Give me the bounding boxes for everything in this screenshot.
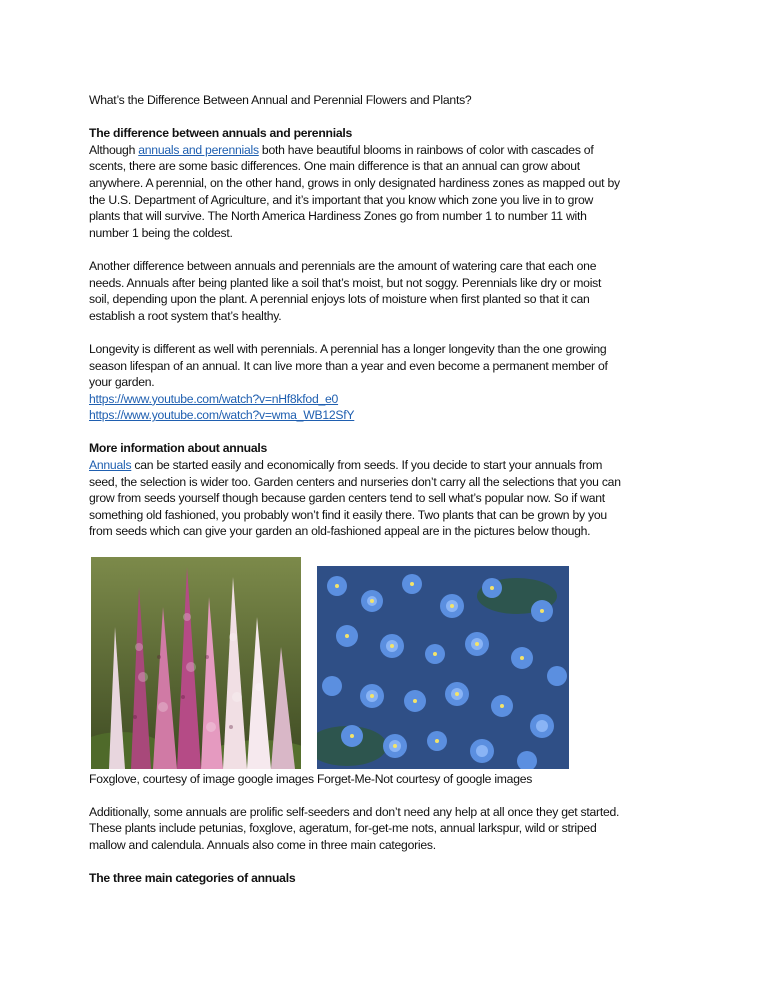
heading-categories: The three main categories of annuals — [89, 871, 296, 886]
text-line: Additionally, some annuals are prolific self-seeders and don’t need any help at all once they get started. — [89, 804, 620, 819]
heading-annuals-info: More information about annuals — [89, 441, 268, 456]
document-title: What’s the Difference Between Annual and Perennial Flowers and Plants? — [89, 93, 472, 107]
text-line: mallow and calendula. Annuals also come in three main categories. — [89, 838, 436, 852]
text-line: Another difference between annuals and perennials are the amount of watering care that each one — [89, 258, 597, 273]
heading-difference: The difference between annuals and perennials — [89, 126, 353, 141]
text-line: These plants include petunias, foxglove, ageratum, for-get-me nots, annual larkspur, wild or striped — [89, 821, 597, 836]
paragraph-difference: The difference between annuals and perennials Although annuals and perennials both have beautiful blooms in rainbows of color with cascades of scents, there are some basic differences. One main difference is that an annual can grow about anywhere. A perennial, on the other hand, grows in only designated hardiness zones as mapped out by the U.S. Department of Agriculture, and it’s important that you know which zone you live in to grow plants that will survive. The North America Hardiness Zones go from number 1 to number 11 with number 1 being the coldest. — [89, 125, 689, 241]
document-page — [89, 92, 689, 903]
youtube-link-1[interactable]: https://www.youtube.com/watch?v=nHf8kfod_e0 — [89, 391, 339, 406]
text-line: soil, depending upon the plant. A perennial enjoys lots of moisture when first planted so that it can — [89, 292, 590, 307]
text-line: number 1 being the coldest. — [89, 225, 233, 240]
youtube-link-2[interactable]: https://www.youtube.com/watch?v=wma_WB12SfY — [89, 408, 355, 423]
paragraph-longevity — [89, 341, 689, 424]
forget-me-not-photo — [317, 566, 569, 769]
text-line: Longevity is different as well with perennials. A perennial has a longer longevity than the one growing — [89, 341, 607, 356]
foxglove-photo — [91, 557, 301, 769]
text-line: plants that will survive. The North America Hardiness Zones go from number 1 to number 11 with — [89, 209, 587, 224]
text-line: your garden. — [89, 375, 155, 390]
photo-caption: Foxglove, courtesy of image google images Forget-Me-Not courtesy of google images — [89, 771, 533, 786]
text-line: scents, there are some basic differences. One main difference is that an annual can grow about — [89, 159, 580, 174]
text-line: anywhere. A perennial, on the other hand, grows in only designated hardiness zones as mapped out by — [89, 175, 620, 190]
text-line: from seeds which can give your garden an old-fashioned appeal are in the pictures below though. — [89, 524, 591, 539]
paragraph-categories — [89, 870, 689, 887]
paragraph-annuals-info: More information about annuals Annuals can be started easily and economically from seeds. If you decide to start your annuals from seed, the selection is wider too. Garden centers and nurseries don’t carry all the selections that you can grow from seeds yourself though because garden centers tend to sell what’s popular now. So if want something old fashioned, you probably won’t find it easily there. Two plants that can be grown by you from seeds which can give your garden an old-fashioned appeal are in the pictures below though. — [89, 440, 689, 540]
text-line: grow from seeds yourself though because garden centers tend to sell what’s popular now. So if want — [89, 491, 605, 506]
text-line: seed, the selection is wider too. Garden centers and nurseries don’t carry all the selections that you can — [89, 474, 621, 489]
text-line: season lifespan of an annual. It can live more than a year and even become a permanent member of — [89, 358, 608, 373]
text-line: something old fashioned, you probably won’t find it easily there. Two plants that can be grown by you — [89, 507, 607, 522]
paragraph-watering — [89, 258, 689, 324]
photo-row — [89, 557, 689, 771]
text-line: the U.S. Department of Agriculture, and it’s important that you know which zone you live in to grow — [89, 192, 594, 207]
paragraph-self-seeders — [89, 804, 689, 854]
annuals-link[interactable]: Annuals — [89, 458, 132, 473]
text-line: establish a root system that’s healthy. — [89, 308, 282, 323]
annuals-perennials-link[interactable]: annuals and perennials — [138, 142, 259, 157]
text-line: needs. Annuals after being planted like a soil that’s moist, but not soggy. Perennials like dry or moist — [89, 275, 602, 290]
